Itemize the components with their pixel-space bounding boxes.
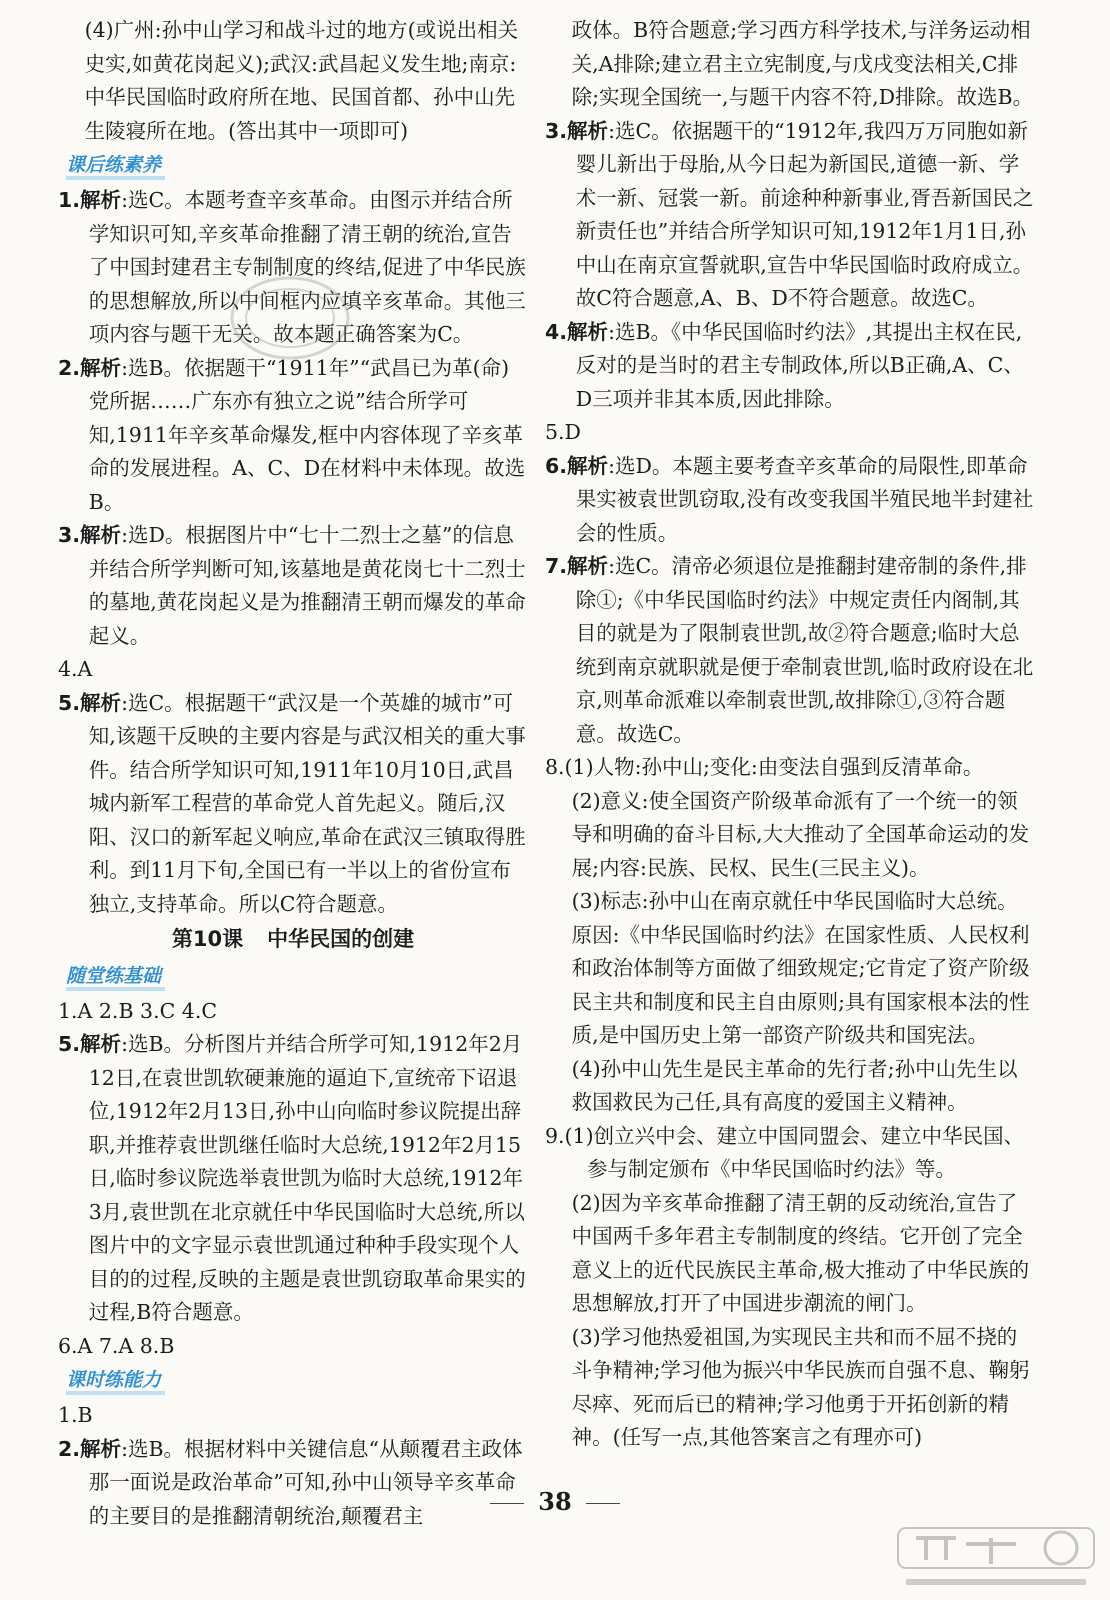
answer-c3 [545,115,1037,316]
answer-s1: 1.A 2.B 3.C 4.C [58,998,218,1023]
lesson-number: 第10课 [171,927,244,951]
answer-text: :选C。清帝必须退位是推翻封建帝制的条件,排除①;《中华民国临时约法》中规定责任内阁制,其目的就是为了限制袁世凯,故②符合题意;临时大总统到南京就职就是便于牵制袁世凯,临时政府设在北京,则革命派难以牵制袁世凯,故排除①,③符合题意。故选C。 [575,554,1034,746]
answer-c2 [58,1433,528,1534]
answer-c8-1: 8.(1)人物:孙中山;变化:由变法自强到反清革命。 [545,755,984,779]
answer-label: 5.解析 [58,1032,122,1056]
answer-4-cont: (4)广州:孙中山学习和战斗过的地方(或说出相关史实,如黄花岗起义);武汉:武昌起义发生地;南京:中华民国临时政府所在地、民国首都、孙中山先生陵寝所在地。(答出其中一项即可) [84,18,519,143]
answer-text: :选B。分析图片并结合所学可知,1912年2月12日,在袁世凯软硬兼施的逼迫下,宣统帝下诏退位,1912年2月13日,孙中山向临时参议院提出辞职,并推荐袁世凯继任临时大总统,1912年2月15日,临时参议院选举袁世凯为临时大总统,1912年3月,袁世凯在北京就任中华民国临时大总统,所以图片中的文字显示袁世凯通过种种手段实现个人目的的过程,反映的主题是袁世凯窃取革命果实的过程,B符合题意。 [88,1032,526,1324]
lesson-title: 中华民国的创建 [267,927,415,951]
answer-label: 4.解析 [545,319,609,344]
answer-text: :选D。根据图片中“七十二烈士之墓”的信息并结合所学判断可知,该墓地是黄花岗七十二烈士的墓地,黄花岗起义是为推翻清王朝而爆发的革命起义。 [88,523,526,648]
answer-c6 [545,450,1037,551]
answer-c8-2: (2)意义:使全国资产阶级革命派有了一个统一的领导和明确的奋斗目标,大大推动了全国革命运动的发展;内容:民族、民权、民生(三民主义)。 [571,788,1030,880]
answer-c7 [545,550,1037,751]
answer-c5: 5.D [545,420,581,444]
answer-text: :选C。依据题干的“1912年,我四万万同胞如新婴儿新出于母胎,从今日起为新国民,道德一新、学术一新、冠裳一新。前途种种新事业,胥吾新国民之新责任也”并结合所学知识可知,1912年1月1日,孙中山在南京宣誓就职,宣告中华民国临时政府成立。故C符合题意,A、B、D不符合题意。故选C。 [575,118,1034,310]
answer-text: :选B。根据材料中关键信息“从颠覆君主政体那一面说是政治革命”可知,孙中山领导辛亥革命的主要目的是推翻清朝统治,颠覆君主 [88,1436,523,1528]
stamp-mark-icon [225,268,355,368]
lesson-heading [58,923,528,957]
answer-label: 1.解析 [58,188,122,212]
section-keshi: 课时练能力 [66,1369,165,1395]
answer-label: 2.解析 [58,1436,122,1461]
answer-c1: 1.B [58,1403,93,1427]
answer-text: :选B。依据题干“1911年”“武昌已为革(命)党所据……广东亦有独立之说”结合所学可知,1911年辛亥革命爆发,框中内容体现了辛亥革命的发展进程。A、C、D在材料中未体现。故选B。 [88,355,526,514]
right-column [545,14,1037,1455]
watermark-logo-icon [896,1524,1096,1594]
section-suitang: 随堂练基础 [66,965,165,991]
answer-label: 6.解析 [545,453,609,478]
answer-c8-3: (3)标志:孙中山在南京就任中华民国临时大总统。原因:《中华民国临时约法》在国家性质、人民权利和政治体制等方面做了细致规定;它肯定了资产阶级民主共和制度和民主自由原则;具有国家根本法的性质,是中国历史上第一部资产阶级共和国宪法。 [571,889,1030,1047]
answer-text: :选C。本题考查辛亥革命。由图示并结合所学知识可知,辛亥革命推翻了清王朝的统治,宣告了中国封建君主专制制度的终结,促进了中华民族的思想解放,所以中间框内应填辛亥革命。其他三项内容与题干无关。故本题正确答案为C。 [88,188,526,346]
answer-k3 [58,519,528,653]
answer-c8-4: (4)孙中山先生是民主革命的先行者;孙中山先生以救国救民为己任,具有高度的爱国主义精神。 [571,1056,1018,1114]
page-number [0,1487,1110,1516]
answer-c4 [545,316,1037,417]
answer-k2 [58,352,528,520]
answer-k4: 4.A [58,657,93,681]
answer-c9-2: (2)因为辛亥革命推翻了清王朝的反动统治,宣告了中国两千多年君主专制制度的终结。它开创了完全意义上的近代民族民主革命,极大推动了中华民族的思想解放,打开了中国进步潮流的闸门。 [571,1190,1030,1315]
answer-label: 7.解析 [545,554,609,578]
answer-text: :选D。本题主要考查辛亥革命的局限性,即革命果实被袁世凯窃取,没有改变我国半殖民地半封建社会的性质。 [575,453,1034,545]
answer-s6: 6.A 7.A 8.B [58,1333,175,1358]
answer-c9-1: 9.(1)创立兴中会、建立中国同盟会、建立中华民国、参与制定颁布《中华民国临时约法》等。 [545,1123,1025,1181]
answer-k5 [58,687,528,922]
answer-c2-cont: 政体。B符合题意;学习西方科学技术,与洋务运动相关,A排除;建立君主立宪制度,与戊戌变法相关,C排除;实现全国统一,与题干内容不符,D排除。故选B。 [571,18,1034,109]
answer-s5 [58,1028,528,1330]
page-number-text: 38 [538,1487,572,1516]
answer-text: :选C。根据题干“武汉是一个英雄的城市”可知,该题干反映的主要内容是与武汉相关的重大事件。结合所学知识可知,1911年10月10日,武昌城内新军工程营的革命党人首先起义。随后,汉阳、汉口的新军起义响应,革命在武汉三镇取得胜利。到11月下旬,全国已有一半以上的省份宣布独立,支持革命。所以C符合题意。 [88,690,526,916]
section-kehou: 课后练素养 [66,154,165,180]
answer-label: 5.解析 [58,690,122,715]
answer-label: 3.解析 [545,118,609,143]
answer-label: 3.解析 [58,523,122,547]
answer-c9-3: (3)学习他热爱祖国,为实现民主共和而不屈不挠的斗争精神;学习他为振兴中华民族而自强不息、鞠躬尽瘁、死而后已的精神;学习他勇于开拓创新的精神。(任写一点,其他答案言之有理亦可) [571,1324,1030,1449]
answer-label: 2.解析 [58,355,122,380]
left-column [58,14,528,1533]
answer-text: :选B。《中华民国临时约法》,其提出主权在民,反对的是当时的君主专制政体,所以B正确,A、C、D三项并非其本质,因此排除。 [575,319,1024,411]
